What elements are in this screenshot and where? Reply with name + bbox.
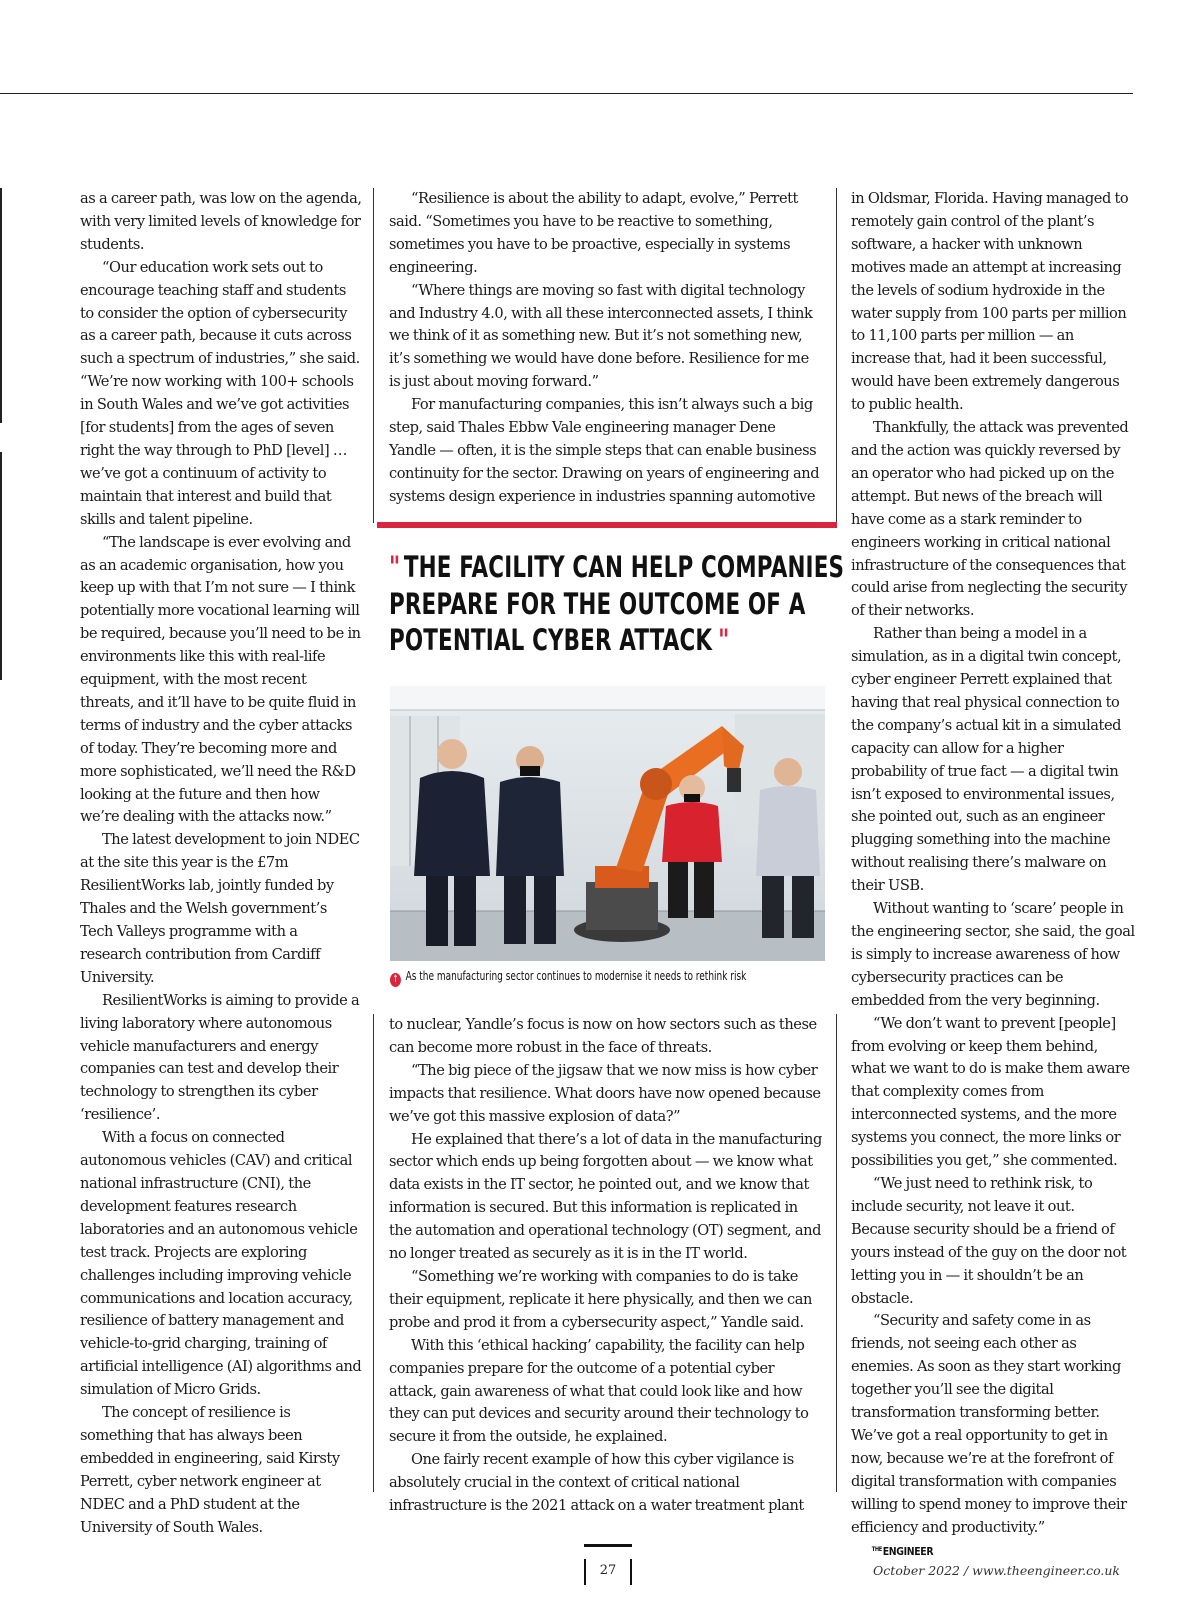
photo-robot-arm-icon	[390, 686, 825, 961]
top-rule	[0, 93, 1133, 94]
left-margin-bar	[0, 452, 2, 680]
paragraph: Thankfully, the attack was prevented and the action was quickly reversed by an operator who had picked up on the attempt. But news of the breach will have come as a stark reminder to engineers working in critical national infrastructure of the consequences that could arise from neglecting the security of their networks.	[851, 419, 1129, 620]
photo-caption	[390, 968, 827, 987]
the-engineer-endmark: $^{THE}$ENGINEER	[871, 1545, 934, 1559]
paragraph: The latest development to join NDEC at the site this year is the £7m ResilientWorks lab, jointly funded by Thales and the Welsh government’s Tech Valleys programme with a research contribution from Cardiff University.	[80, 831, 360, 986]
paragraph: to nuclear, Yandle’s focus is now on how sectors such as these can become more robust in the face of threats.	[389, 1016, 817, 1056]
close-quote-mark: "	[718, 623, 728, 657]
paragraph: as a career path, was low on the agenda, with very limited levels of knowledge for students.	[80, 190, 362, 253]
paragraph: “Resilience is about the ability to adapt, evolve,” Perrett said. “Sometimes you have to be reactive to something, sometimes you have to be proactive, especially in systems engineering.	[389, 190, 798, 276]
paragraph: “Something we’re working with companies to do is take their equipment, replicate it here physically, and then we can probe and prod it from a cybersecurity aspect,” Yandle said.	[389, 1267, 812, 1331]
column-divider	[373, 188, 374, 523]
article-column-1	[80, 188, 362, 1539]
pullquote-line-2: PREPARE FOR THE OUTCOME OF A	[389, 586, 806, 621]
pullquote-line-3: POTENTIAL CYBER ATTACK "	[389, 623, 728, 657]
paragraph: “The big piece of the jigsaw that we now miss is how cyber impacts that resilience. What doors have now opened because we’ve got this massive explosion of data?”	[389, 1061, 821, 1125]
left-margin-bar	[0, 188, 2, 423]
article-column-2-top	[389, 188, 823, 509]
paragraph: He explained that there’s a lot of data in the manufacturing sector which ends up being forgotten about — we know what data exists in the IT sector, he pointed out, and we know that information is secured. But this information is replicated in the automation and operational technology (OT) segment, and no longer treated as securely as it is in the IT world.	[389, 1130, 822, 1263]
paragraph: The concept of resilience is something that has always been embedded in engineering, said Kirsty Perrett, cyber network engineer at NDEC and a PhD student at the University of South Wales.	[80, 1404, 340, 1536]
paragraph: For manufacturing companies, this isn’t always such a big step, said Thales Ebbw Vale engineering manager Dene Yandle — often, it is the simple steps that can enable business continuity for the sector. Drawing on years of engineering and systems design experience in industries spanning automotive	[389, 396, 820, 505]
paragraph: One fairly recent example of how this cyber vigilance is absolutely crucial in the context of critical national infrastructure is the 2021 attack on a water treatment plant	[389, 1451, 804, 1515]
column-divider	[836, 1014, 837, 1492]
paragraph: Rather than being a model in a simulation, as in a digital twin concept, cyber engineer Perrett explained that having that real physical connection to the company’s actual kit in a simulated capacity can allow for a higher probability of true fact — a digital twin isn’t exposed to environmental issues, she pointed out, such as an engineer plugging something into the machine without realising there’s malware on their USB.	[851, 625, 1122, 895]
pullquote-line-1: " THE FACILITY CAN HELP COMPANIES	[389, 550, 845, 584]
issue-and-website: October 2022 / www.theengineer.co.uk	[873, 1563, 1120, 1578]
footer-rule	[584, 1544, 632, 1547]
open-quote-mark: "	[389, 550, 398, 584]
footer-divider	[584, 1559, 586, 1585]
footer-divider	[630, 1559, 632, 1585]
page-number: 27	[599, 1563, 617, 1578]
paragraph: “Our education work sets out to encourage teaching staff and students to consider the option of cybersecurity as a career path, because it cuts across such a spectrum of industries,” she said. “We’re now working with 100+ schools in South Wales and we’ve got activities [for students] from the ages of seven right the way through to PhD [level] … we’ve got a continuum of activity to maintain that interest and build that skills and talent pipeline.	[80, 258, 360, 528]
article-photo	[390, 686, 825, 961]
paragraph: “The landscape is ever evolving and as an academic organisation, how you keep up with that I’m not sure — I think potentially more vocational learning will be required, because you’ll need to be in environments like this with real-life equipment, with the most recent threats, and it’ll have to be quite fluid in terms of industry and the cyber attacks of today. They’re becoming more and more sophisticated, we’ll need the R&D looking at the future and then how we’re dealing with the attacks now.”	[80, 533, 361, 826]
article-column-3	[851, 188, 1135, 1564]
paragraph: With a focus on connected autonomous vehicles (CAV) and critical national infrastructure (CNI), the development features research laboratories and an autonomous vehicle test track. Projects are exploring challenges including improving vehicle communications and location accuracy, resilience of battery management and vehicle-to-grid charging, training of artificial intelligence (AI) algorithms and simulation of Micro Grids.	[80, 1129, 362, 1399]
paragraph: “Security and safety come in as friends, not seeing each other as enemies. As soon as they start working together you’ll see the digital transformation transforming better. We’ve got a real opportunity to get in now, because we’re at the forefront of digital transformation with companies willing to spend money to improve their efficiency and productivity.”$^{THE}$ENGINEER	[851, 1310, 1135, 1564]
caption-text: As the manufacturing sector continues to modernise it needs to rethink risk	[405, 969, 747, 984]
pullquote	[389, 549, 845, 659]
paragraph: ResilientWorks is aiming to provide a living laboratory where autonomous vehicle manufacturers and energy companies can test and develop their technology to strengthen its cyber ‘resilience’.	[80, 991, 360, 1124]
paragraph: “Where things are moving so fast with digital technology and Industry 4.0, with all these interconnected assets, I think we think of it as something new. But it’s not something new, it’s something we would have done before. Resilience for me is just about moving forward.”	[389, 281, 813, 391]
paragraph: “We just need to rethink risk, to include security, not leave it out. Because security should be a friend of yours instead of the guy on the door not letting you in — it shouldn’t be an obstacle.	[851, 1174, 1127, 1307]
column-divider	[373, 1014, 374, 1492]
column-divider	[836, 188, 837, 523]
article-column-2-bottom	[389, 1014, 823, 1518]
paragraph: With this ‘ethical hacking’ capability, the facility can help companies prepare for the outcome of a potential cyber attack, gain awareness of what that could look like and how they can put devices and security around their technology to secure it from the outside, he explained.	[389, 1336, 809, 1446]
paragraph: “We don’t want to prevent [people] from evolving or keep them behind, what we want to do is make them aware that complexity comes from interconnected systems, and the more systems you connect, the more links or possibilities you get,” she commented.	[851, 1014, 1130, 1170]
paragraph: in Oldsmar, Florida. Having managed to remotely gain control of the plant’s software, a hacker with unknown motives made an attempt at increasing the levels of sodium hydroxide in the water supply from 100 parts per million to 11,100 parts per million — an increase that, had it been successful, would have been extremely dangerous to public health.	[851, 190, 1129, 414]
arrow-up-circle-icon: ↑	[390, 973, 401, 987]
paragraph: Without wanting to ‘scare’ people in the engineering sector, she said, the goal is simply to increase awareness of how cybersecurity practices can be embedded from the very beginning.	[851, 900, 1135, 1009]
pullquote-rule	[377, 522, 837, 528]
